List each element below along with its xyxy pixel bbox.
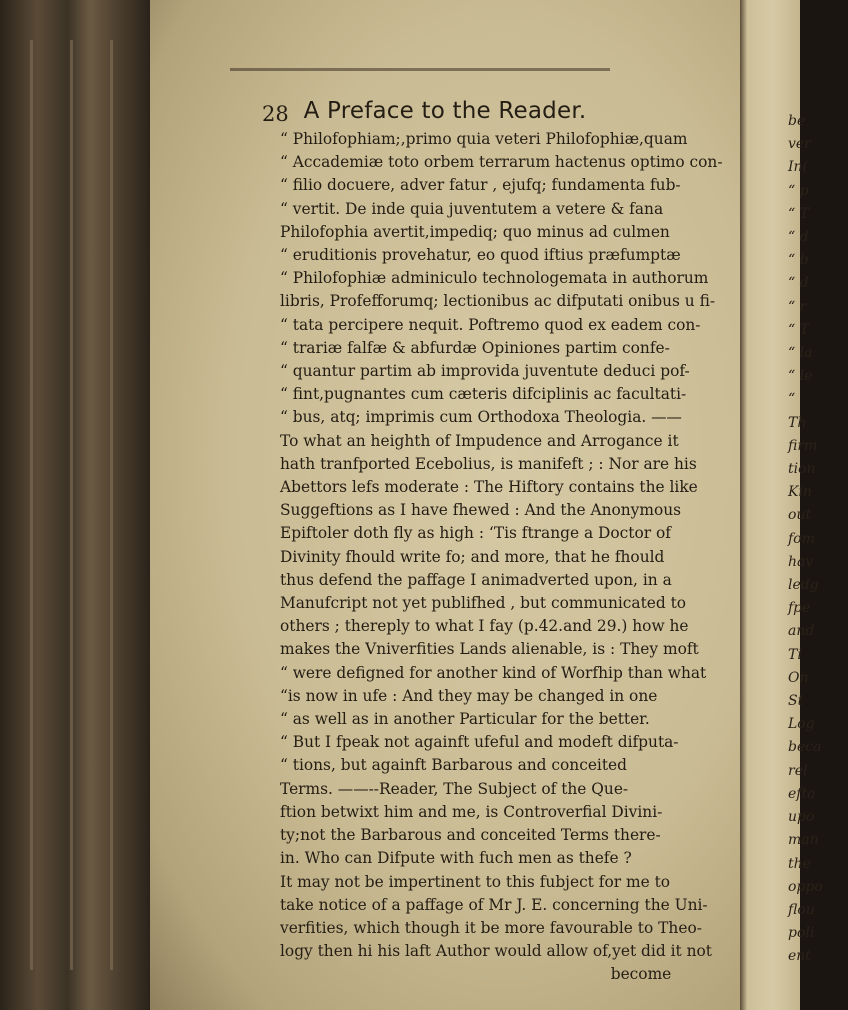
body-text: [280, 128, 722, 987]
text-line: “ fint,pugnantes cum cæteris difciplinis ac facultati-: [280, 385, 687, 404]
facing-page-fragment: St: [788, 693, 804, 710]
facing-page-fragment: “ T: [788, 321, 809, 338]
facing-page-fragment: and: [788, 623, 815, 640]
facing-page-fragment: In(: [788, 159, 809, 176]
text-line: Abettors lefs moderate : The Hiftory contains the like: [280, 478, 698, 497]
running-title: A Preface to the Reader.: [303, 98, 587, 124]
text-line: Epiftoler doth fly as high : ‘Tis ftrange a Doctor of: [280, 524, 671, 543]
facing-page-fragment: “ d: [788, 229, 809, 246]
page-number: 28: [262, 102, 289, 126]
text-line: Suggeftions as I have fhewed : And the Anonymous: [280, 501, 682, 520]
text-line: libris, Profefforumq; lectionibus ac difputati onibus u fi-: [280, 292, 716, 311]
facing-page-fragment: flou: [788, 901, 815, 918]
text-line: in. Who can Difpute with fuch men as thefe ?: [280, 849, 632, 868]
text-line: thus defend the paffage I animadverted upon, in a: [280, 570, 672, 589]
text-line: “ as well as in another Particular for the better.: [280, 710, 650, 729]
facing-page-fragment: be: [788, 113, 806, 129]
text-line: ty;not the Barbarous and conceited Terms there-: [280, 826, 661, 845]
facing-page-fragment: tion: [788, 461, 816, 478]
facing-page-fragment: firm: [788, 437, 818, 454]
facing-page-fragment: ledg: [788, 577, 819, 594]
gutter-page-edge: [30, 40, 33, 970]
gutter-page-edge: [70, 40, 73, 970]
facing-page-fragment: beca: [788, 739, 822, 756]
facing-page-fragment: man: [788, 832, 819, 849]
header-rule: [230, 68, 610, 71]
text-line: Terms. ——--Reader, The Subject of the Que-: [280, 779, 629, 798]
text-line: “ were defigned for another kind of Worfhip than what: [280, 663, 707, 682]
text-line: hath tranfported Ecebolius, is manifeft ; : Nor are his: [280, 454, 697, 473]
text-line: “ tions, but againft Barbarous and conceited: [280, 756, 628, 775]
facing-page-fragment: rel: [788, 762, 808, 779]
text-line: “ Philofophiam;,primo quia veteri Philofophiæ,quam: [280, 130, 688, 148]
facing-page-fragment: “ la: [788, 345, 813, 362]
facing-page-fragment: ver: [788, 136, 811, 153]
text-line: “ vertit. De inde quia juventutem a vetere & fana: [280, 199, 664, 218]
facing-page-fragment: “ r: [788, 298, 807, 315]
left-page: [150, 0, 740, 1010]
facing-page-fragment: poli: [788, 925, 815, 942]
facing-page-fragment: “: [788, 391, 796, 408]
text-line: makes the Vniverfities Lands alienable, is : They moft: [280, 640, 699, 659]
text-line: “ quantur partim ab improvida juventute deduci pof-: [280, 362, 690, 381]
facing-page-fragment: fpe: [788, 600, 811, 617]
facing-page-fragment: fom: [788, 530, 815, 547]
text-line: To what an heighth of Impudence and Arrogance it: [280, 431, 679, 450]
facing-page-fragment: Log: [788, 716, 815, 733]
facing-page: [740, 0, 823, 1010]
facing-page-fragment: Kin: [788, 484, 812, 501]
text-line: Manufcript not yet publifhed , but communicated to: [280, 594, 687, 613]
text-line: Divinity fhould write fo; and more, that he fhould: [280, 547, 665, 566]
facing-page-fragment: upo: [788, 809, 815, 826]
book-gutter: [0, 0, 150, 1010]
text-line: take notice of a paffage of Mr J. E. concerning the Uni-: [280, 895, 708, 914]
facing-page-fragment: efta: [788, 785, 816, 802]
facing-page-fragment: oppo: [788, 878, 823, 895]
facing-page-fragment: “ le: [788, 368, 813, 385]
text-line: “ Accademiæ toto orbem terrarum hactenus optimo con-: [280, 153, 723, 172]
facing-page-text: [788, 110, 848, 969]
facing-page-fragment: out: [788, 507, 812, 524]
text-line: “ Philofophiæ adminiculo technologemata in authorum: [280, 269, 709, 288]
text-line: “ tata percipere nequit. Poftremo quod ex eadem con-: [280, 315, 701, 334]
text-line: others ; thereply to what I fay (p.42.and 29.) how he: [280, 617, 689, 636]
facing-page-fragment: “ T: [788, 205, 809, 222]
text-line: “ filio docuere, adver fatur , ejufq; fundamenta fub-: [280, 176, 681, 195]
facing-page-fragment: On: [788, 669, 809, 686]
text-line: logy then hi his laft Author would allow of,yet did it not: [280, 942, 712, 961]
text-line: “ trariæ falfæ & abfurdæ Opiniones partim confe-: [280, 338, 670, 357]
facing-page-fragment: the: [788, 855, 811, 872]
text-line: Philofophia avertit,impediq; quo minus ad culmen: [280, 222, 670, 241]
facing-page-fragment: Ti: [788, 646, 802, 663]
text-line: It may not be impertinent to this fubject for me to: [280, 872, 671, 891]
text-line: “ bus, atq; imprimis cum Orthodoxa Theologia. ——: [280, 408, 682, 427]
facing-page-fragment: “ p: [788, 182, 809, 199]
facing-page-fragment: “ b: [788, 252, 809, 269]
text-line: “ eruditionis provehatur, eo quod iftius præfumptæ: [280, 246, 681, 265]
facing-page-fragment: hav: [788, 553, 814, 570]
gutter-page-edge: [110, 40, 113, 970]
facing-page-fragment: ent: [788, 948, 811, 965]
facing-page-fragment: Th: [788, 414, 807, 431]
text-line: “ But I fpeak not againft ufeful and modeft difputa-: [280, 733, 679, 752]
catchword: become: [610, 965, 672, 984]
text-line: ftion betwixt him and me, is Controverfial Divini-: [280, 802, 663, 821]
facing-page-fragment: “ d: [788, 275, 809, 292]
text-line: “is now in ufe : And they may be changed in one: [280, 686, 658, 705]
text-line: verfities, which though it be more favourable to Theo-: [280, 918, 702, 937]
